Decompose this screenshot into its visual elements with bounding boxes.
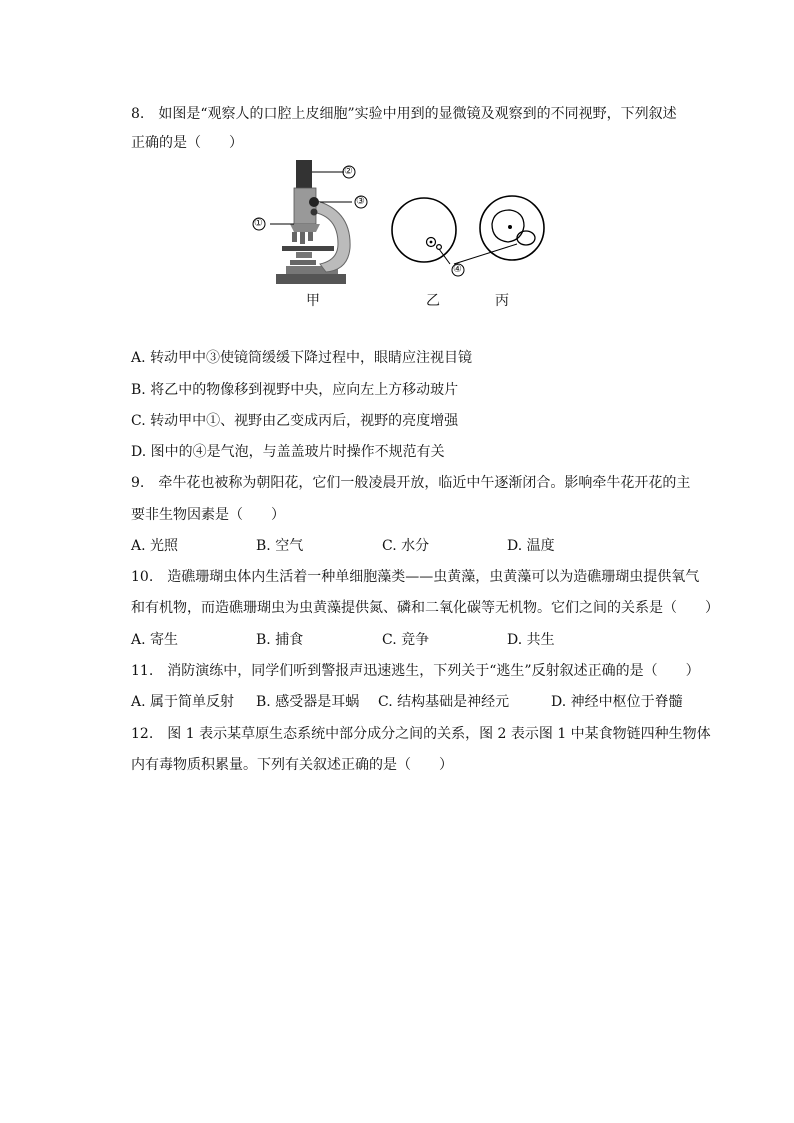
q10-option-a: A. 寄生 <box>131 632 179 648</box>
label-2: ② <box>344 166 353 177</box>
stage <box>282 246 334 251</box>
q8-option-c: C. 转动甲中①、视野由乙变成丙后，视野的亮度增强 <box>131 413 459 429</box>
q9-stem-line2: 要非生物因素是（ ） <box>131 507 285 523</box>
q9-option-a: A. 光照 <box>131 538 179 554</box>
microscope-arm <box>312 200 350 272</box>
label-1: ① <box>254 218 263 229</box>
q12-stem-line1: 12. 图 1 表示某草原生态系统中部分成分之间的关系，图 2 表示图 1 中某食物链四种生物体 <box>131 726 711 742</box>
bubble-yi <box>437 245 442 250</box>
q8-stem-line2: 正确的是（ ） <box>131 135 243 151</box>
q10-option-d: D. 共生 <box>507 632 555 648</box>
nosepiece <box>290 224 320 232</box>
q12-stem-line2: 内有毒物质积累量。下列有关叙述正确的是（ ） <box>131 757 453 773</box>
q9-option-b: B. 空气 <box>256 538 304 554</box>
caption-jia: 甲 <box>306 293 320 309</box>
q11-option-a: A. 属于简单反射 <box>131 694 235 710</box>
microscope-figure <box>240 152 560 314</box>
q11-stem-line1: 11. 消防演练中，同学们听到警报声迅速逃生，下列关于“逃生”反射叙述正确的是（ ） <box>131 663 700 679</box>
fine-adjustment-knob <box>311 209 318 216</box>
field-of-view-bing <box>480 196 544 260</box>
q9-option-c: C. 水分 <box>382 538 430 554</box>
q10-stem-line1: 10. 造礁珊瑚虫体内生活着一种单细胞藻类——虫黄藻，虫黄藻可以为造礁珊瑚虫提供氧气 <box>131 569 700 585</box>
microscope-diagram <box>240 152 560 314</box>
label-3: ③ <box>356 196 365 207</box>
q8-option-a: A. 转动甲中③使镜筒缓缓下降过程中，眼睛应注视目镜 <box>131 350 473 366</box>
eyepiece <box>296 160 312 190</box>
q9-stem-line1: 9. 牵牛花也被称为朝阳花，它们一般凌晨开放，临近中午逐渐闭合。影响牵牛花开花的主 <box>131 475 691 491</box>
q11-option-c: C. 结构基础是神经元 <box>378 694 510 710</box>
field-of-view-yi <box>392 198 456 262</box>
q11-option-b: B. 感受器是耳蜗 <box>256 694 360 710</box>
q11-option-d: D. 神经中枢位于脊髓 <box>551 694 683 710</box>
q8-stem-line1: 8. 如图是“观察人的口腔上皮细胞”实验中用到的显微镜及观察到的不同视野，下列叙述 <box>131 106 677 122</box>
q8-option-d: D. 图中的④是气泡，与盖盖玻片时操作不规范有关 <box>131 444 445 460</box>
label-4: ④ <box>453 264 462 275</box>
cell-bing <box>492 210 524 242</box>
coarse-adjustment-knob <box>309 197 319 207</box>
caption-yi: 乙 <box>426 293 440 309</box>
q10-stem-line2: 和有机物，而造礁珊瑚虫为虫黄藻提供氮、磷和二氧化碳等无机物。它们之间的关系是（ ） <box>131 600 719 616</box>
q8-option-b: B. 将乙中的物像移到视野中央，应向左上方移动玻片 <box>131 382 459 398</box>
q9-option-d: D. 温度 <box>507 538 555 554</box>
bubble-bing <box>517 231 535 245</box>
caption-bing: 丙 <box>495 293 509 309</box>
microscope-base <box>276 274 346 284</box>
q10-option-c: C. 竞争 <box>382 632 430 648</box>
q10-option-b: B. 捕食 <box>256 632 304 648</box>
